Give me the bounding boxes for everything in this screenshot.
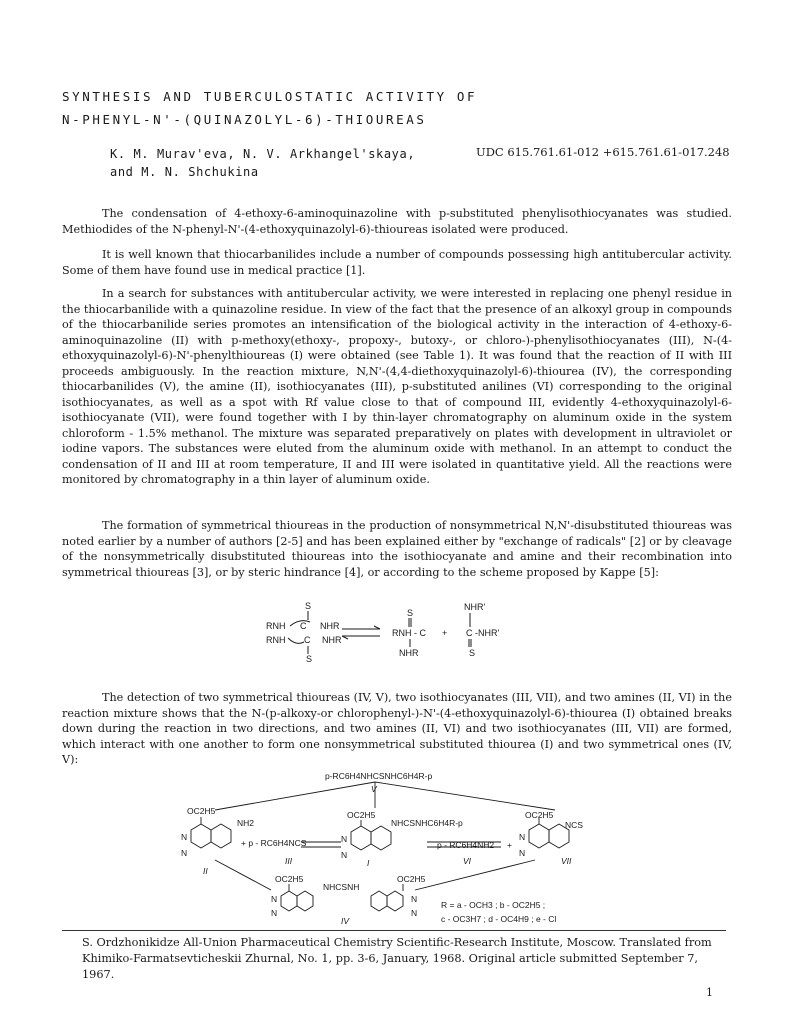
paragraph-3 xyxy=(62,518,732,580)
compound-i-oet: OC2H5 xyxy=(347,810,376,820)
compound-v-label: V xyxy=(371,784,377,794)
scheme1-nhr-a: NHR xyxy=(320,621,340,631)
scheme1-nhr-b: NHR xyxy=(322,635,342,645)
authors xyxy=(110,145,415,181)
r-definition-2: c - OC3H7 ; d - OC4H9 ; e - Cl xyxy=(441,914,557,924)
compound-v-formula: p-RC6H4NHCSNHC6H4R-p xyxy=(325,771,433,781)
scheme1-prod2: C -NHR' xyxy=(466,628,500,638)
scheme1-s-bottom: S xyxy=(306,654,313,664)
article-title-line1: SYNTHESIS AND TUBERCULOSTATIC ACTIVITY OF xyxy=(62,89,478,104)
compound-ii-nh2: NH2 xyxy=(237,818,255,828)
paragraph-1-text: It is well known that thiocarbanilides include a number of compounds possessing high antitubercular activity. Some of them have found use in medical practice [1]. xyxy=(62,248,732,277)
page-number: 1 xyxy=(706,986,713,999)
compound-i-chain: NHCSNHC6H4R-p xyxy=(391,818,463,828)
compound-iv-n3: N xyxy=(411,894,418,904)
compound-vi-plus: + xyxy=(507,840,512,850)
compound-vii-oet: OC2H5 xyxy=(525,810,554,820)
paragraph-4-text: The detection of two symmetrical thioureas (IV, V), two isothiocyanates (III, VII), and two amines (II, VI) in the reaction mixture shows that the N-(p-alkoxy-or chlorophenyl-)-N'-(4-ethoxyquinazolyl-6)-thiourea (I) obtained breaks down during the reaction in two directions, and two amines (II, VI) and two isothiocyanates (III, VII) are formed, which interact with one another to form one nonsymmetrical substituted thiourea (I) and two symmetrical ones (IV, V): xyxy=(62,691,732,766)
compound-i-n2: N xyxy=(341,850,348,860)
compound-iii-label: III xyxy=(285,856,293,866)
ii-ring-a xyxy=(191,824,211,848)
compound-vii-n2: N xyxy=(519,848,526,858)
article-title-line2: N-PHENYL-N'-(QUINAZOLYL-6)-THIOUREAS xyxy=(62,112,427,127)
scheme1-prod1-s: S xyxy=(407,608,414,618)
scheme1-prod2-s: S xyxy=(469,648,476,658)
compound-vii-ncs: NCS xyxy=(565,820,583,830)
paragraph-2 xyxy=(62,286,732,488)
compound-iv-n2: N xyxy=(271,908,278,918)
abstract xyxy=(62,206,732,237)
compound-i-n1: N xyxy=(341,834,348,844)
compound-iv-oet1: OC2H5 xyxy=(275,874,304,884)
compound-iii-formula: + p - RC6H4NCS xyxy=(241,838,307,848)
kappe-scheme xyxy=(260,600,530,668)
r-definition-1: R = a - OCH3 ; b - OC2H5 ; xyxy=(441,900,546,910)
footnote: S. Ordzhonikidze All-Union Pharmaceutical Chemistry Scientific-Research Institute, Moscow. Translated from Khimiko-Farmatsevticheskii Zhurnal, No. 1, pp. 3-6, January, 1968. Original article submitted September 7, 1967. xyxy=(82,936,712,981)
scheme1-prod1-nhr: NHR xyxy=(399,648,419,658)
scheme1-c-b: C xyxy=(304,635,311,645)
compound-iv-n4: N xyxy=(411,908,418,918)
compound-ii-oet: OC2H5 xyxy=(187,806,216,816)
ii-ring-b xyxy=(211,824,231,848)
abstract-text: The condensation of 4-ethoxy-6-aminoquinazoline with p-substituted phenylisothiocyanates was studied. Methiodides of the N-phenyl-N'-(4-ethoxyquinazolyl-6)-thioureas isolated were produced. xyxy=(62,207,732,236)
scheme1-c-a: C xyxy=(300,621,307,631)
iv-ring-c xyxy=(371,891,387,911)
scheme1-rnh-b: RNH xyxy=(266,635,286,645)
arrow-to-v-right xyxy=(375,782,555,810)
iv-ring-a xyxy=(281,891,297,911)
compound-iv-label: IV xyxy=(341,916,350,926)
scheme1-prod2-nhr: NHR' xyxy=(464,602,486,612)
paragraph-3-text: The formation of symmetrical thioureas in the production of nonsymmetrical N,N'-disubstituted thioureas was noted earlier by a number of authors [2-5] and has been explained either by "exchange of radicals" [2] or by cleavage of the nonsymmetrically disubstituted thioureas into the isothiocyanate and amine and their recombination into symmetrical thioureas [3], or by steric hindrance [4], or according to the scheme proposed by Kappe [5]: xyxy=(62,519,732,579)
paragraph-1 xyxy=(62,247,732,278)
compound-vii-n1: N xyxy=(519,832,526,842)
compound-ii-label: II xyxy=(203,866,208,876)
arrow-to-iv-left xyxy=(215,860,271,890)
authors-line2: and M. N. Shchukina xyxy=(110,165,259,179)
arrow-to-iv-right xyxy=(415,860,535,890)
compound-iv-link: NHCSNH xyxy=(323,882,360,892)
arrow-to-v-left xyxy=(215,782,375,810)
i-ring-b xyxy=(371,826,391,850)
vii-ring-a xyxy=(529,824,549,848)
scheme1-s-top: S xyxy=(305,601,312,611)
footnote-rule xyxy=(62,930,726,931)
compound-iv-n1: N xyxy=(271,894,278,904)
i-ring-a xyxy=(351,826,371,850)
reaction-scheme xyxy=(175,770,615,928)
udc-code: UDC 615.761.61-012 +615.761.61-017.248 xyxy=(476,145,730,159)
authors-line1: K. M. Murav'eva, N. V. Arkhangel'skaya, xyxy=(110,147,416,161)
compound-ii-n1: N xyxy=(181,832,188,842)
iv-ring-b xyxy=(297,891,313,911)
paragraph-2-text: In a search for substances with antitubercular activity, we were interested in replacing one phenyl residue in the thiocarbanilide with a quinazoline residue. In view of the fact that the presence of an alkoxyl group in compounds of the thiocarbanilide series promotes an intensification of the biological activity in the interaction of 4-ethoxy-6-aminoquinazoline (II) with p-methoxy(ethoxy-, propoxy-, butoxy-, or chloro-)-phenylisothiocyanates (III), N-(4-ethoxyquinazolyl-6)-N'-phenylthioureas (I) were obtained (see Table 1). It was found that the reaction of II with III proceeds ambiguously. In the reaction mixture, N,N'-(4,4-diethoxyquinazolyl-6)-thiourea (IV), the corresponding thiocarbanilides (V), the amine (II), isothiocyanates (III), p-substituted anilines (VI) corresponding to the original isothiocyanates, as well as a spot with Rf value close to that of compound III, evidently 4-ethoxyquinazolyl-6-isothiocyanate (VII), were found together with I by thin-layer chromatography on aluminum oxide in the system chloroform - 1.5% methanol. The mixture was separated preparatively on plates with development in ultraviolet or iodine vapors. The substances were eluted from the aluminum oxide with methanol. In an attempt to conduct the condensation of II and III at room temperature, II and III were isolated in quantitative yield. All the reactions were monitored by chromatography in a thin layer of aluminum oxide. xyxy=(62,287,732,486)
compound-ii-n2: N xyxy=(181,848,188,858)
compound-vi-formula: p - RC6H4NH2 xyxy=(437,840,495,850)
compound-vii-label: VII xyxy=(561,856,572,866)
scheme1-rnh-a: RNH xyxy=(266,621,286,631)
iv-ring-d xyxy=(387,891,403,911)
paragraph-4 xyxy=(62,690,732,768)
scheme1-prod1: RNH - C xyxy=(392,628,426,638)
compound-i-label: I xyxy=(367,858,370,868)
compound-iv-oet2: OC2H5 xyxy=(397,874,426,884)
scheme1-plus: + xyxy=(442,628,448,638)
compound-vi-label: VI xyxy=(463,856,472,866)
